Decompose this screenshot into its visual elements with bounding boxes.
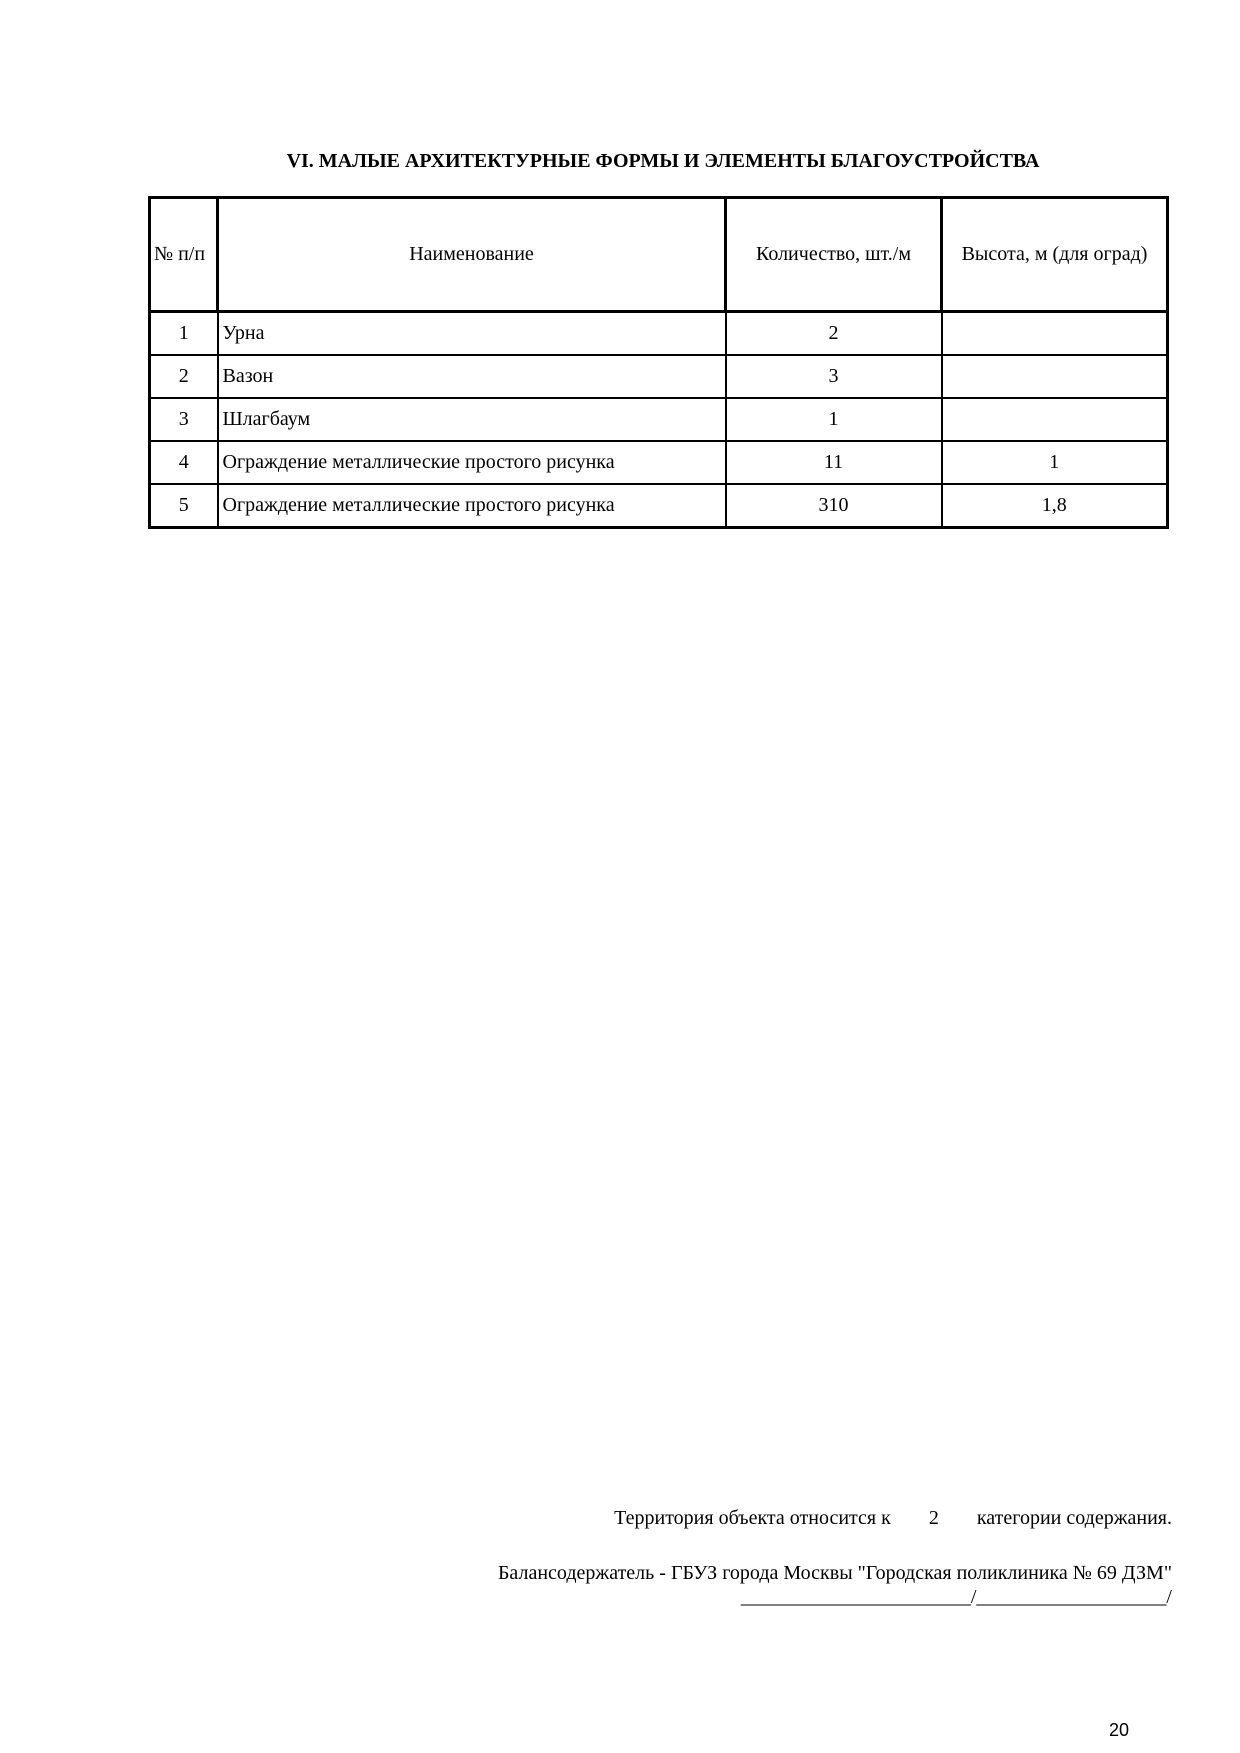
table-row [150, 312, 1168, 356]
cell-num: 1 [150, 312, 218, 356]
cell-height: 1,8 [942, 484, 1168, 528]
cell-height [942, 398, 1168, 441]
table-row [150, 441, 1168, 484]
signature-line: _______________________/___________________/ [740, 1586, 1172, 1608]
table-row [150, 484, 1168, 528]
cell-name: Урна [218, 312, 726, 356]
cell-name: Ограждение металлические простого рисунка [218, 484, 726, 528]
cell-name: Вазон [218, 355, 726, 398]
cell-height [942, 312, 1168, 356]
header-num: № п/п [150, 198, 218, 312]
cell-qty: 310 [726, 484, 942, 528]
cell-qty: 11 [726, 441, 942, 484]
header-height: Высота, м (для оград) [942, 198, 1168, 312]
cell-num: 5 [150, 484, 218, 528]
category-value: 2 [928, 1507, 939, 1529]
balance-holder: Балансодержатель - ГБУЗ города Москвы "Городская поликлиника № 69 ДЗМ" [497, 1562, 1172, 1584]
table-row [150, 398, 1168, 441]
maintenance-category-line [614, 1507, 1172, 1530]
header-qty: Количество, шт./м [726, 198, 942, 312]
cell-height: 1 [942, 441, 1168, 484]
cell-name: Шлагбаум [218, 398, 726, 441]
page-number: 20 [1109, 1720, 1130, 1740]
cell-num: 4 [150, 441, 218, 484]
cell-qty: 2 [726, 312, 942, 356]
table-row [150, 355, 1168, 398]
cell-num: 3 [150, 398, 218, 441]
mafs-table [148, 196, 1169, 529]
cell-name: Ограждение металлические простого рисунка [218, 441, 726, 484]
cell-height [942, 355, 1168, 398]
category-suffix: категории содержания. [976, 1507, 1172, 1529]
cell-qty: 1 [726, 398, 942, 441]
category-prefix: Территория объекта относится к [614, 1507, 891, 1529]
table-header-row [150, 198, 1168, 312]
cell-num: 2 [150, 355, 218, 398]
header-name: Наименование [218, 198, 726, 312]
section-title: VI. МАЛЫЕ АРХИТЕКТУРНЫЕ ФОРМЫ И ЭЛЕМЕНТЫ БЛАГОУСТРОЙСТВА [286, 150, 1040, 172]
cell-qty: 3 [726, 355, 942, 398]
